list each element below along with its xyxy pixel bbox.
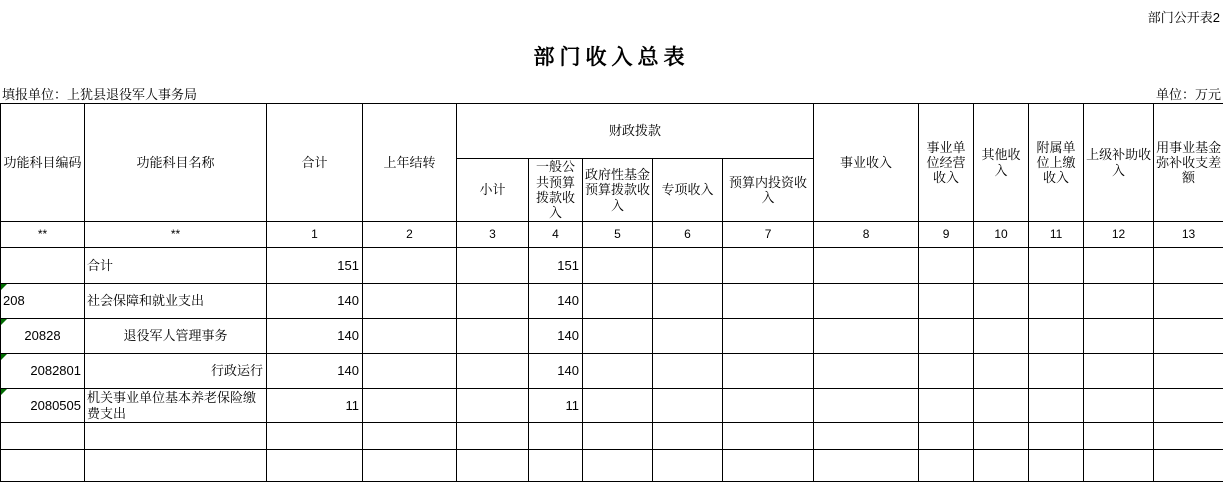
cell-code <box>1 450 85 482</box>
cell-general-budget: 140 <box>529 284 583 319</box>
cell-general-budget <box>529 450 583 482</box>
cell-general-budget: 151 <box>529 248 583 284</box>
cell-superior <box>1084 284 1154 319</box>
header-other-income: 其他收入 <box>974 104 1029 222</box>
cell-superior <box>1084 354 1154 389</box>
cell-investment <box>723 423 814 450</box>
cell-subsidiary <box>1029 319 1084 354</box>
reporting-unit-label: 填报单位：上犹县退役军人事务局 <box>2 87 198 102</box>
header-institution-income: 事业收入 <box>814 104 919 222</box>
cell-fund-balance <box>1154 450 1223 482</box>
header-superior-subsidy-income: 上级补助收入 <box>1084 104 1154 222</box>
cell-fund-balance <box>1154 354 1223 389</box>
cell-other <box>974 423 1029 450</box>
cell-other <box>974 248 1029 284</box>
cell-code <box>1 319 85 354</box>
cell-carryover <box>363 423 457 450</box>
index-cell: 12 <box>1084 222 1154 248</box>
error-marker-icon <box>1 319 7 325</box>
cell-institution <box>814 284 919 319</box>
cell-gov-fund <box>583 354 653 389</box>
cell-name: 行政运行 <box>85 354 267 389</box>
cell-carryover <box>363 450 457 482</box>
unit-note-label: 单位：万元 <box>1155 87 1221 102</box>
index-cell: 1 <box>267 222 363 248</box>
cell-special <box>653 284 723 319</box>
cell-operating <box>919 423 974 450</box>
cell-institution <box>814 319 919 354</box>
income-summary-table <box>0 103 1223 482</box>
cell-carryover <box>363 319 457 354</box>
cell-text: 20828 <box>24 328 61 344</box>
header-row-top <box>1 104 1223 159</box>
cell-special <box>653 248 723 284</box>
cell-other <box>974 389 1029 423</box>
cell-institution <box>814 423 919 450</box>
cell-investment <box>723 389 814 423</box>
cell-operating <box>919 389 974 423</box>
cell-total: 140 <box>267 284 363 319</box>
header-fiscal-allocation-group: 财政拨款 <box>457 104 814 159</box>
page-title: 部门收入总表 <box>533 46 690 69</box>
cell-subtotal <box>457 284 529 319</box>
index-cell: ** <box>85 222 267 248</box>
cell-name: 机关事业单位基本养老保险缴费支出 <box>85 389 267 423</box>
cell-subsidiary <box>1029 354 1084 389</box>
cell-carryover <box>363 389 457 423</box>
index-cell: ** <box>1 222 85 248</box>
cell-gov-fund <box>583 450 653 482</box>
column-index-row <box>1 222 1223 248</box>
cell-subsidiary <box>1029 450 1084 482</box>
header-subsidiary-remit-income: 附属单位上缴收入 <box>1029 104 1084 222</box>
cell-subsidiary <box>1029 248 1084 284</box>
cell-name <box>85 450 267 482</box>
corner-table-label: 部门公开表2 <box>1147 10 1220 25</box>
header-code: 功能科目编码 <box>1 104 85 222</box>
cell-fund-balance <box>1154 248 1223 284</box>
error-marker-icon <box>1 389 7 395</box>
cell-general-budget <box>529 423 583 450</box>
cell-fund-balance <box>1154 284 1223 319</box>
cell-investment <box>723 248 814 284</box>
table-row-20828 <box>1 319 1223 354</box>
cell-general-budget: 140 <box>529 354 583 389</box>
cell-gov-fund <box>583 389 653 423</box>
index-cell: 8 <box>814 222 919 248</box>
cell-investment <box>723 284 814 319</box>
cell-superior <box>1084 319 1154 354</box>
cell-total: 11 <box>267 389 363 423</box>
index-cell: 7 <box>723 222 814 248</box>
cell-code <box>1 389 85 423</box>
cell-subtotal <box>457 423 529 450</box>
cell-subtotal <box>457 319 529 354</box>
cell-superior <box>1084 248 1154 284</box>
index-cell: 4 <box>529 222 583 248</box>
header-in-budget-investment: 预算内投资收入 <box>723 159 814 222</box>
header-fund-balance: 用事业基金弥补收支差额 <box>1154 104 1223 222</box>
cell-gov-fund <box>583 284 653 319</box>
cell-special <box>653 423 723 450</box>
index-cell: 13 <box>1154 222 1223 248</box>
cell-superior <box>1084 389 1154 423</box>
cell-code <box>1 248 85 284</box>
cell-operating <box>919 284 974 319</box>
error-marker-icon <box>1 284 7 290</box>
cell-institution <box>814 248 919 284</box>
cell-superior <box>1084 450 1154 482</box>
cell-special <box>653 319 723 354</box>
cell-special <box>653 450 723 482</box>
cell-fund-balance <box>1154 389 1223 423</box>
error-marker-icon <box>1 354 7 360</box>
cell-subtotal <box>457 354 529 389</box>
cell-other <box>974 319 1029 354</box>
table-row-208 <box>1 284 1223 319</box>
cell-name: 合计 <box>85 248 267 284</box>
cell-investment <box>723 354 814 389</box>
cell-institution <box>814 389 919 423</box>
index-cell: 11 <box>1029 222 1084 248</box>
cell-investment <box>723 450 814 482</box>
cell-text: 2082801 <box>30 363 81 379</box>
header-special-income: 专项收入 <box>653 159 723 222</box>
cell-general-budget: 140 <box>529 319 583 354</box>
cell-name <box>85 423 267 450</box>
cell-subsidiary <box>1029 423 1084 450</box>
cell-code <box>1 354 85 389</box>
index-cell: 5 <box>583 222 653 248</box>
cell-institution <box>814 354 919 389</box>
cell-other <box>974 354 1029 389</box>
table-row-empty <box>1 423 1223 450</box>
cell-gov-fund <box>583 248 653 284</box>
cell-subsidiary <box>1029 389 1084 423</box>
cell-fund-balance <box>1154 423 1223 450</box>
table-row-total <box>1 248 1223 284</box>
cell-institution <box>814 450 919 482</box>
header-government-fund-budget: 政府性基金预算拨款收入 <box>583 159 653 222</box>
cell-fund-balance <box>1154 319 1223 354</box>
cell-name: 退役军人管理事务 <box>85 319 267 354</box>
index-cell: 2 <box>363 222 457 248</box>
cell-subtotal <box>457 389 529 423</box>
cell-total: 140 <box>267 319 363 354</box>
table-row-2080505 <box>1 389 1223 423</box>
header-subtotal: 小计 <box>457 159 529 222</box>
cell-subsidiary <box>1029 284 1084 319</box>
cell-text: 2080505 <box>30 397 81 413</box>
cell-total: 140 <box>267 354 363 389</box>
cell-total: 151 <box>267 248 363 284</box>
header-operating-income: 事业单位经营收入 <box>919 104 974 222</box>
cell-gov-fund <box>583 423 653 450</box>
cell-code <box>1 284 85 319</box>
cell-carryover <box>363 354 457 389</box>
index-cell: 3 <box>457 222 529 248</box>
cell-total <box>267 423 363 450</box>
cell-operating <box>919 319 974 354</box>
index-cell: 9 <box>919 222 974 248</box>
meta-row <box>0 84 1223 103</box>
cell-gov-fund <box>583 319 653 354</box>
cell-subtotal <box>457 248 529 284</box>
cell-text: 208 <box>3 293 25 309</box>
cell-code <box>1 423 85 450</box>
table-row-empty <box>1 450 1223 482</box>
cell-superior <box>1084 423 1154 450</box>
cell-special <box>653 354 723 389</box>
cell-total <box>267 450 363 482</box>
index-cell: 6 <box>653 222 723 248</box>
header-total: 合计 <box>267 104 363 222</box>
table-row-2082801 <box>1 354 1223 389</box>
index-cell: 10 <box>974 222 1029 248</box>
cell-subtotal <box>457 450 529 482</box>
cell-operating <box>919 354 974 389</box>
header-general-public-budget: 一般公共预算拨款收入 <box>529 159 583 222</box>
cell-special <box>653 389 723 423</box>
cell-investment <box>723 319 814 354</box>
cell-carryover <box>363 248 457 284</box>
cell-other <box>974 284 1029 319</box>
cell-name: 社会保障和就业支出 <box>85 284 267 319</box>
cell-other <box>974 450 1029 482</box>
cell-operating <box>919 450 974 482</box>
header-prev-year-carryover: 上年结转 <box>363 104 457 222</box>
cell-general-budget: 11 <box>529 389 583 423</box>
cell-operating <box>919 248 974 284</box>
cell-carryover <box>363 284 457 319</box>
header-name: 功能科目名称 <box>85 104 267 222</box>
